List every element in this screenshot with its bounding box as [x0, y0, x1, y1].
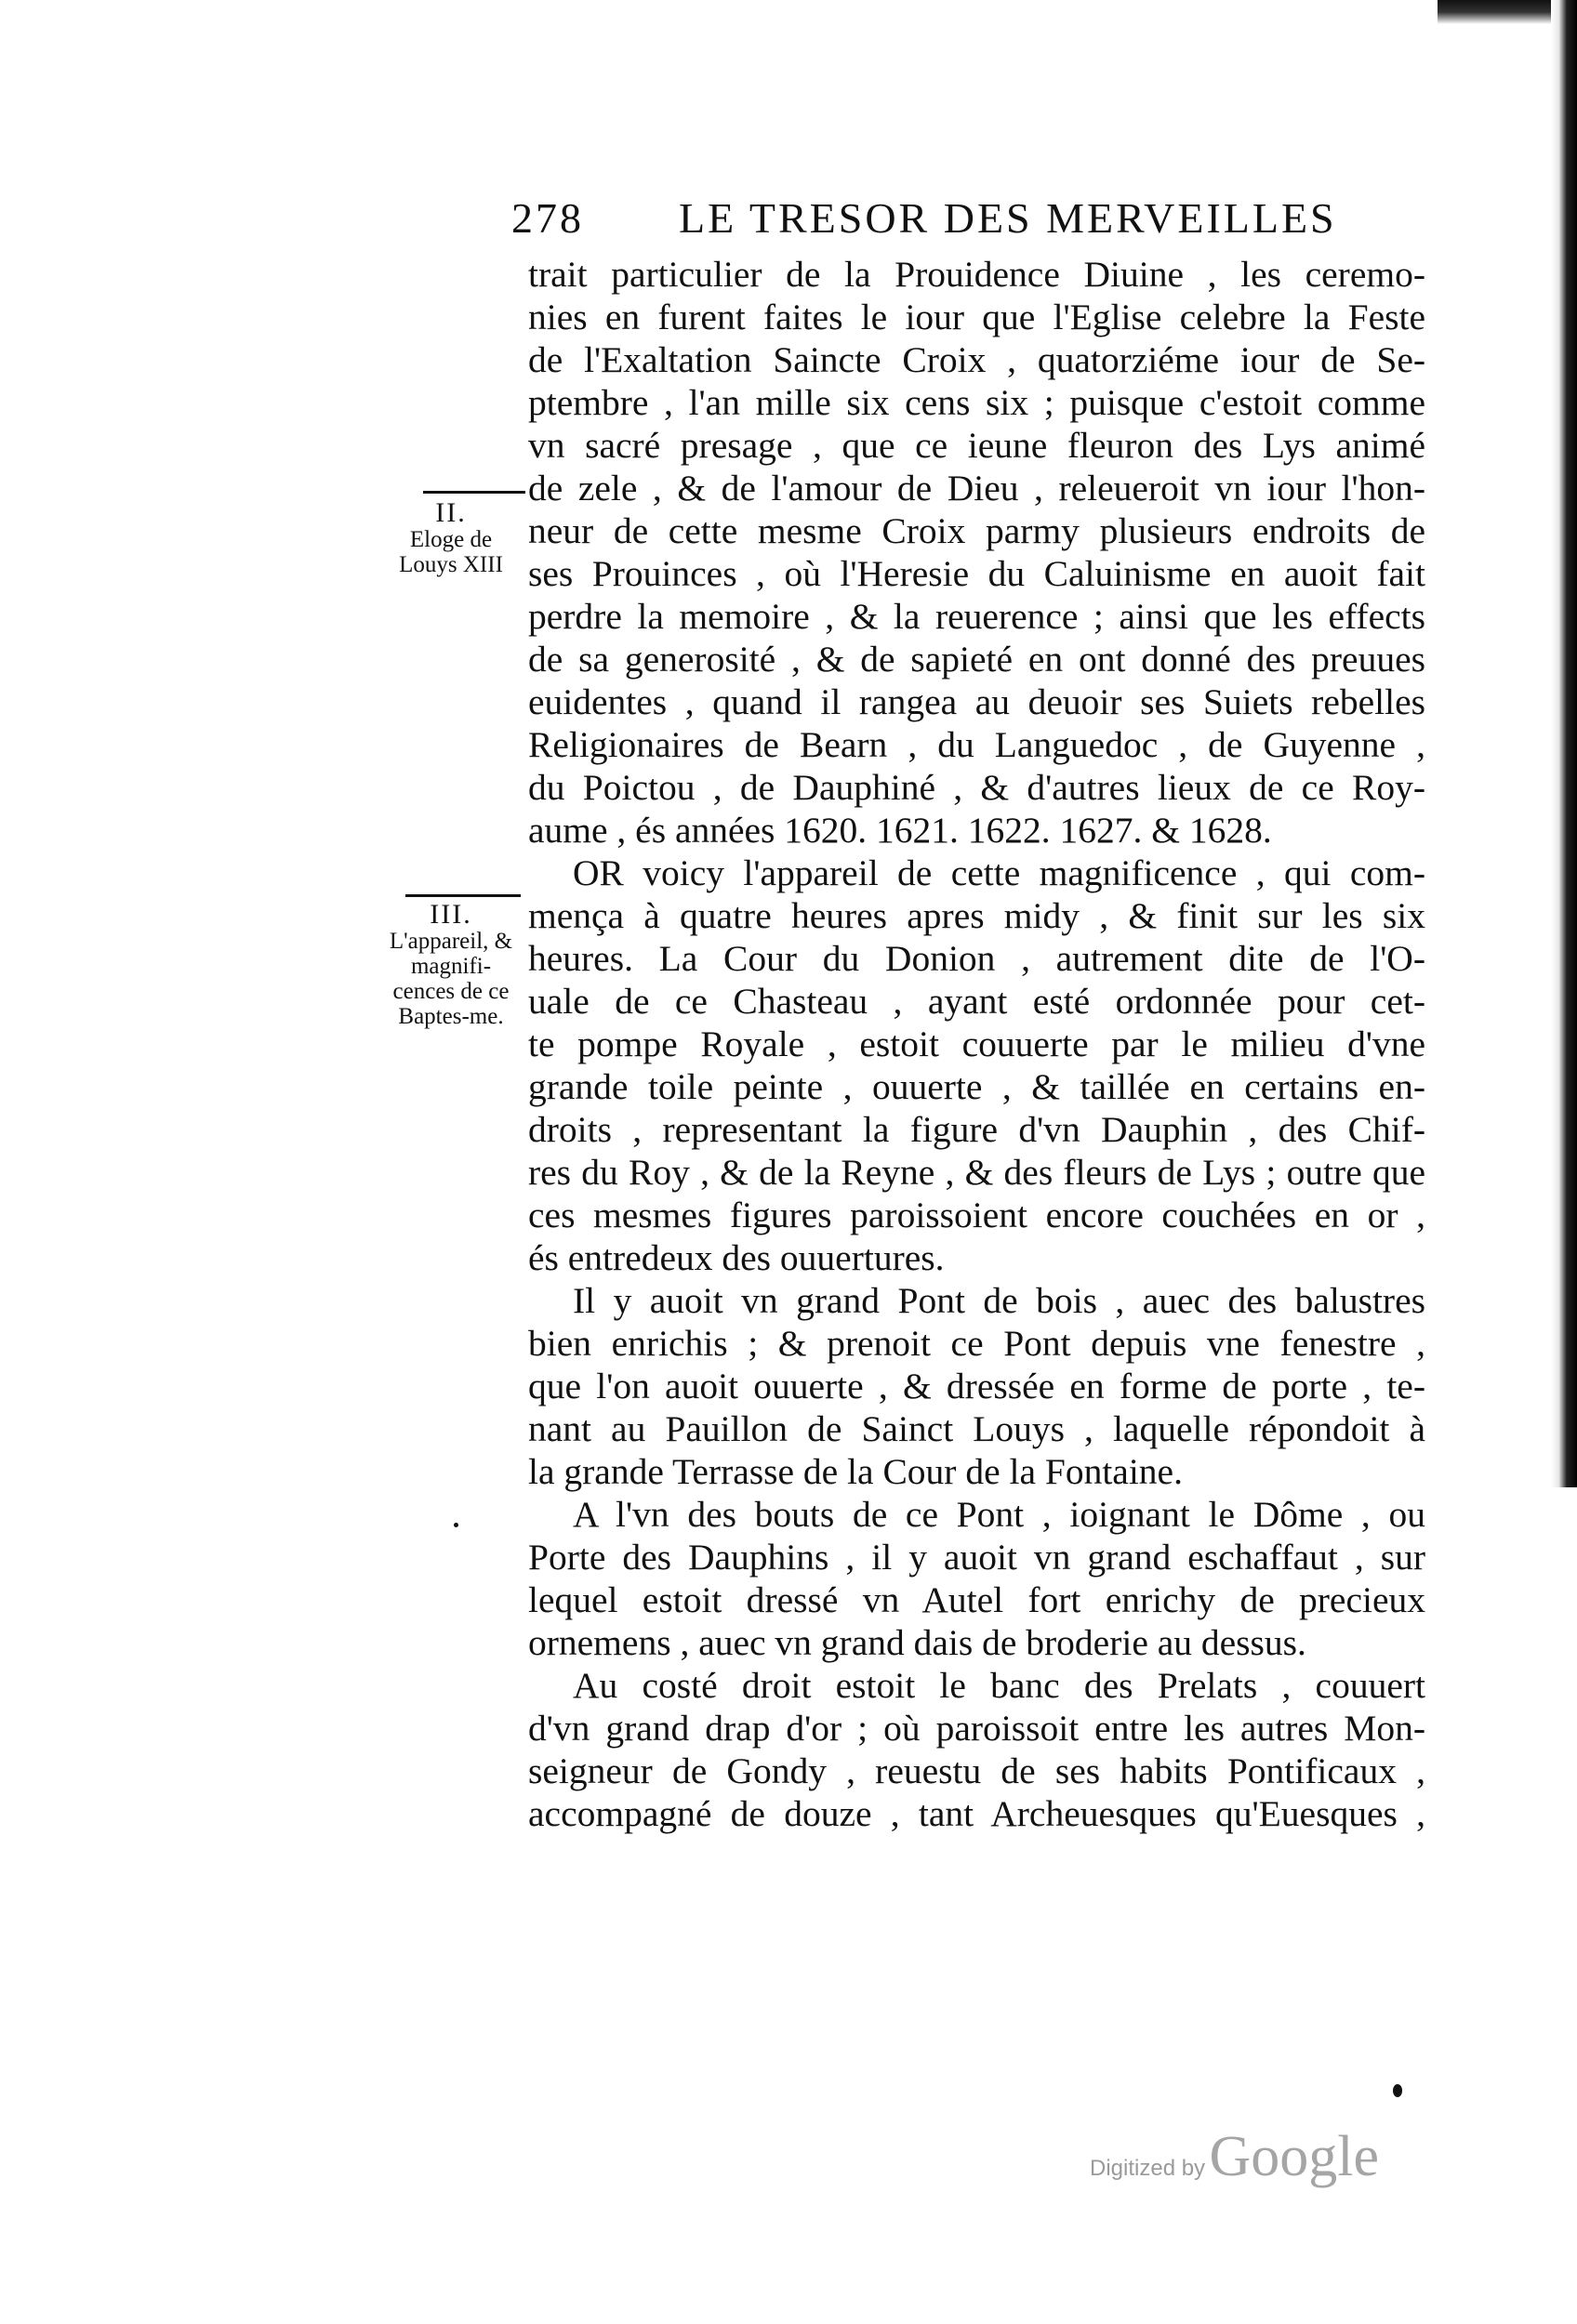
text-line: OR voicy l'appareil de cette magnificence , qui com- [573, 852, 1425, 893]
text-line: droits , representant la figure d'vn Dauphin , des Chif- [528, 1109, 1425, 1150]
text-line: de sa generosité , & de sapieté en ont donné des preuues [528, 639, 1425, 680]
google-logo: Google [1209, 2125, 1380, 2188]
running-title: LE TRESOR DES MERVEILLES [679, 194, 1337, 242]
text-line: heures. La Cour du Donion , autrement dite de l'O- [528, 938, 1425, 979]
text-line: que l'on auoit ouuerte , & dressée en forme de porte , te- [528, 1366, 1425, 1406]
text-line: la grande Terrasse de la Cour de la Fontaine. [528, 1451, 1183, 1492]
text-line: seigneur de Gondy , reuestu de ses habits Pontificaux , [528, 1750, 1425, 1791]
text-line: mença à quatre heures apres midy , & finit sur les six [528, 895, 1425, 936]
text-line: Porte des Dauphins , il y auoit vn grand eschaffaut , sur [528, 1537, 1425, 1578]
digitized-watermark [1090, 2124, 1379, 2190]
margin-note-3-number: III. [430, 899, 472, 930]
text-line: lequel estoit dressé vn Autel fort enrichy de precieux [528, 1579, 1425, 1620]
text-line: A l'vn des bouts de ce Pont , ioignant le Dôme , ou [573, 1494, 1425, 1535]
text-line: du Poictou , de Dauphiné , & d'autres lieux de ce Roy- [528, 767, 1425, 808]
text-line: ptembre , l'an mille six cens six ; puisque c'estoit comme [528, 382, 1425, 423]
ink-spot [1393, 2084, 1402, 2097]
running-header [511, 193, 1337, 251]
text-line: vn sacré presage , que ce ieune fleuron des Lys animé [528, 425, 1425, 466]
watermark-prefix: Digitized by [1090, 2156, 1206, 2181]
text-line: ornemens , auec vn grand dais de broderie au dessus. [528, 1622, 1306, 1663]
margin-note-2-text: Eloge de Louys XIII [399, 527, 503, 577]
text-line: Religionaires de Bearn , du Languedoc , de Guyenne , [528, 724, 1425, 765]
text-line: grande toile peinte , ouuerte , & taillée en certains en- [528, 1066, 1425, 1107]
text-line: trait particulier de la Prouidence Diuine , les ceremo- [528, 254, 1425, 295]
margin-rule-3 [405, 894, 521, 897]
text-line: uale de ce Chasteau , ayant esté ordonnée pour cet- [528, 981, 1425, 1022]
text-line: és entredeux des ouuertures. [528, 1237, 945, 1278]
text-line: de zele , & de l'amour de Dieu , releueroit vn iour l'hon- [528, 468, 1425, 508]
text-line: Au costé droit estoit le banc des Prelats , couuert [573, 1665, 1425, 1706]
margin-note-3 [381, 899, 521, 1029]
ink-speck [454, 1523, 458, 1527]
text-line: d'vn grand drap d'or ; où paroissoit entre les autres Mon- [528, 1708, 1425, 1749]
text-line: nies en furent faites le iour que l'Eglise celebre la Feste [528, 297, 1425, 337]
margin-note-2 [381, 497, 521, 577]
body-text [528, 253, 1425, 1835]
text-line: res du Roy , & de la Reyne , & des fleurs de Lys ; outre que [528, 1152, 1425, 1193]
text-line: euidentes , quand il rangea au deuoir ses Suiets rebelles [528, 681, 1425, 722]
text-line: nant au Pauillon de Sainct Louys , laquelle répondoit à [528, 1408, 1425, 1449]
margin-note-3-text: L'appareil, & magnifi-cences de ce Baptes-me. [389, 929, 513, 1029]
margin-note-2-number: II. [435, 497, 467, 528]
text-line: perdre la memoire , & la reuerence ; ainsi que les effects [528, 596, 1425, 637]
margin-rule-2 [423, 491, 525, 494]
text-line: bien enrichis ; & prenoit ce Pont depuis vne fenestre , [528, 1323, 1425, 1364]
text-line: ces mesmes figures paroissoient encore couchées en or , [528, 1195, 1425, 1235]
page-edge-shadow-right [1551, 0, 1577, 1487]
page-number: 278 [511, 194, 584, 242]
text-line: de l'Exaltation Saincte Croix , quatorziéme iour de Se- [528, 339, 1425, 380]
text-line: aume , és années 1620. 1621. 1622. 1627. & 1628. [528, 810, 1272, 851]
text-line: Il y auoit vn grand Pont de bois , auec des balustres [573, 1280, 1425, 1321]
text-line: te pompe Royale , estoit couuerte par le milieu d'vne [528, 1023, 1425, 1064]
text-line: accompagné de douze , tant Archeuesques qu'Euesques , [528, 1793, 1425, 1834]
text-line: neur de cette mesme Croix parmy plusieurs endroits de [528, 510, 1425, 551]
text-line: ses Prouinces , où l'Heresie du Caluinisme en auoit fait [528, 553, 1425, 594]
